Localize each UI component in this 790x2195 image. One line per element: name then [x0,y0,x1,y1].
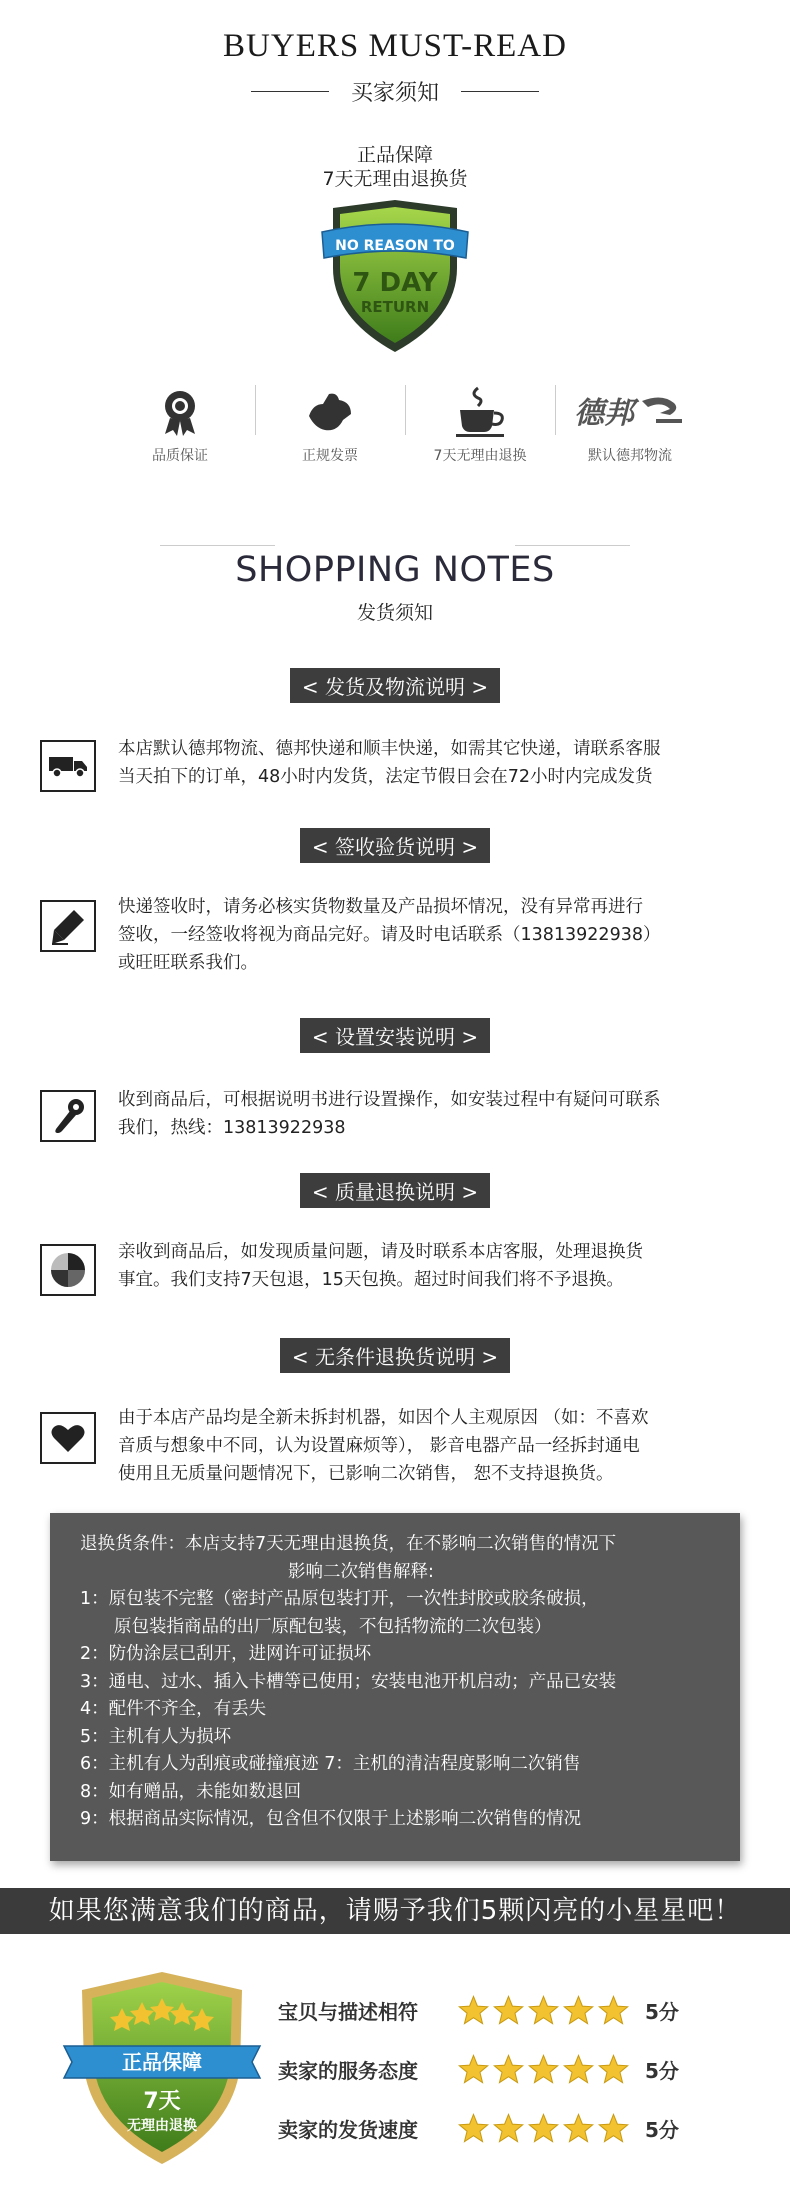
star-icon [458,1995,489,2025]
section-heading-label: < 设置安装说明 > [300,1018,490,1053]
conditions-intro: 退换货条件：本店支持7天无理由退换货，在不影响二次销售的情况下 [80,1534,617,1554]
rating-label: 卖家的服务态度 [278,2058,418,2083]
star-icon [528,2054,559,2084]
map-icon [303,390,357,434]
badge-text-top: 正品保障 [122,2050,202,2074]
section-text [118,893,758,977]
service-item [405,383,555,473]
star-rating [458,1995,629,2025]
service-label: 7天无理由退换 [433,448,527,464]
rating-label: 卖家的发货速度 [278,2117,418,2142]
star-icon [528,1995,559,2025]
section-heading [0,1338,790,1373]
badge-text-bot: 无理由退换 [127,2118,197,2134]
shield-text-top: NO REASON TO [335,238,455,254]
deppon-logo-text: 德邦 [574,396,634,431]
medal-icon [160,388,200,436]
star-icon [493,2054,524,2084]
divider [160,545,275,546]
text-line: 音质与想象中不同，认为设置麻烦等）， 影音电器产品一经拆封通电 [118,1436,640,1456]
guarantee-line-1: 正品保障 [356,144,433,166]
rating-row [278,2049,698,2089]
section-heading-label: < 无条件退换货说明 > [280,1338,510,1373]
star-icon [458,2054,489,2084]
rating-banner: 如果您满意我们的商品，请赐予我们5颗闪亮的小星星吧！ [0,1888,790,1934]
cup-icon [452,386,508,438]
section-heading [0,828,790,863]
star-icon [598,2054,629,2084]
shield-text-mid: 7 DAY [352,268,438,298]
shield-icon [318,198,472,356]
service-item [555,383,705,473]
service-row [105,383,705,473]
deppon-logo [570,389,690,435]
star-icon [563,2113,594,2143]
text-line: 事宜。我们支持7天包退，15天包换。超过时间我们将不予退换。 [118,1270,624,1290]
star-icon [528,2113,559,2143]
condition-item: 原包装指商品的出厂原配包装，不包括物流的二次包装） [114,1616,552,1637]
wrench-icon-box [40,1090,96,1142]
section-heading [0,668,790,703]
service-label: 正规发票 [302,448,358,464]
divider [461,91,539,92]
star-icon [493,1995,524,2025]
condition-item: 8：如有赠品，未能如数退回 [80,1781,302,1802]
divider [515,545,630,546]
star-icon [563,1995,594,2025]
section-heading [0,1173,790,1208]
condition-item: 2：防伪涂层已刮开，进网许可证损坏 [80,1644,372,1664]
star-rating [458,2054,629,2084]
rating-label: 宝贝与描述相符 [278,1999,418,2024]
guarantee-line-2: 7天无理由退换货 [322,168,468,190]
service-item [255,383,405,473]
condition-item: 1：原包装不完整（密封产品原包装打开，一次性封胶或胶条破损， [80,1589,599,1609]
star-icon [598,1995,629,2025]
rating-row [278,1990,698,2030]
text-line: 或旺旺联系我们。 [118,953,258,973]
wrench-icon [48,1096,88,1136]
pen-icon [48,906,88,946]
page-subtitle-row [0,76,790,107]
text-line: 由于本店产品均是全新未拆封机器，如因个人主观原因 （如：不喜欢 [118,1408,649,1428]
badge-icon [62,1968,262,2168]
section-heading-label: < 质量退换说明 > [300,1173,490,1208]
pie-icon-box [40,1244,96,1296]
service-label: 品质保证 [152,448,208,464]
condition-item: 6：主机有人为刮痕或碰撞痕迹 7：主机的清洁程度影响二次销售 [80,1754,581,1774]
condition-item: 5：主机有人为损坏 [80,1726,232,1747]
service-label: 默认德邦物流 [588,448,672,464]
condition-item: 4：配件不齐全，有丢失 [80,1699,267,1719]
return-conditions-box [50,1513,740,1861]
shopping-notes-subtitle: 发货须知 [356,602,433,624]
heart-icon-box [40,1412,96,1464]
rating-score: 5分 [645,2117,679,2142]
condition-item: 3：通电、过水、插入卡槽等已使用；安装电池开机启动；产品已安装 [80,1671,617,1692]
text-line: 收到商品后，可根据说明书进行设置操作，如安装过程中有疑问可联系 [118,1090,661,1110]
star-icon [563,2054,594,2084]
page-subtitle: 买家须知 [350,81,439,106]
pie-icon [48,1250,88,1290]
pen-icon-box [40,900,96,952]
text-line: 我们，热线：13813922938 [118,1118,346,1138]
text-line: 快递签收时，请务必核实货物数量及产品损坏情况，没有异常再进行 [118,897,643,917]
text-line: 使用且无质量问题情况下，已影响二次销售， 恕不支持退换货。 [118,1464,614,1484]
condition-item: 9：根据商品实际情况，包含但不仅限于上述影响二次销售的情况 [80,1809,582,1829]
section-text [118,1238,758,1294]
section-heading-label: < 签收验货说明 > [300,828,490,863]
text-line: 亲收到商品后，如发现质量问题，请及时联系本店客服，处理退换货 [118,1242,643,1262]
text-line: 签收，一经签收将视为商品完好。请及时电话联系（13813922938） [118,925,661,945]
star-icon [493,2113,524,2143]
star-icon [598,2113,629,2143]
shield-text-bot: RETURN [360,298,430,316]
section-text [118,1404,758,1488]
divider [251,91,329,92]
section-text [118,735,758,791]
text-line: 当天拍下的订单，48小时内发货，法定节假日会在72小时内完成发货 [118,767,653,787]
rating-score: 5分 [645,2058,679,2083]
truck-icon-box [40,740,96,792]
conditions-intro-2: 影响二次销售解释: [288,1561,434,1582]
truck-icon [47,753,89,779]
service-item [105,383,255,473]
section-heading [0,1018,790,1053]
heart-icon [50,1422,86,1454]
shopping-notes-title: SHOPPING NOTES [235,550,555,590]
text-line: 本店默认德邦物流、德邦快递和顺丰快递，如需其它快递，请联系客服 [118,739,661,759]
section-text [118,1086,758,1142]
star-icon [458,2113,489,2143]
star-rating [458,2113,629,2143]
badge-text-mid: 7天 [143,2089,181,2114]
rating-row [278,2108,698,2148]
rating-score: 5分 [645,1999,679,2024]
section-heading-label: < 发货及物流说明 > [290,668,500,703]
page-title: BUYERS MUST-READ [223,28,567,64]
